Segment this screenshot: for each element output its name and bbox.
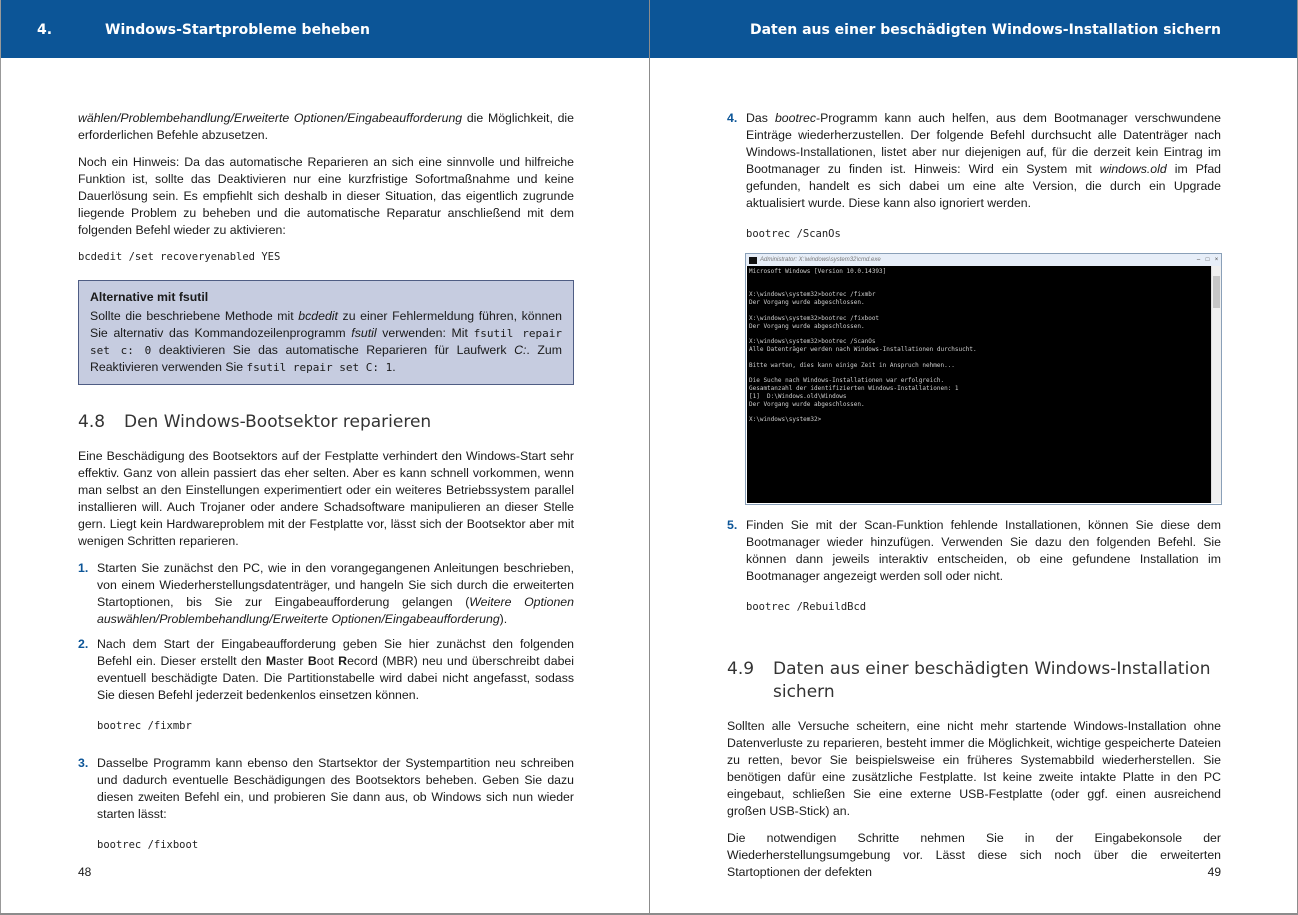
paragraph-continuation [78, 110, 574, 144]
step-text: Das bootrec-Programm kann auch helfen, aus dem Bootmanager verschwundene Einträge wiederherzustellen. Der folgende Befehl durchsucht alle Datenträger nach Windows-Installationen, listet aber nur diejenigen auf, für die derzeit kein Eintrag im Bootmanager zu finden ist. Hinweis: Wird ein System mit windows.old im Pfad gefunden, handelt es sich dabei um eine alte Version, die durch ein Upgrade aktualisiert wurde. Diese kann also ignoriert werden. [746, 111, 1222, 210]
console-scrollbar[interactable] [1211, 266, 1221, 503]
console-title: Administrator: X:\windows\system32\cmd.exe [760, 257, 881, 263]
steps-list [78, 560, 574, 866]
code-fixboot: bootrec /fixboot [97, 839, 199, 851]
close-icon[interactable]: × [1214, 257, 1219, 263]
list-item [78, 755, 574, 866]
step-number: 4. [727, 111, 738, 125]
left-page-body [78, 110, 574, 874]
info-box-title: Alternative mit fsutil [90, 290, 209, 304]
section-heading [78, 411, 574, 434]
step-number: 5. [727, 518, 738, 532]
section-intro: Eine Beschädigung des Bootsektors auf der Festplatte verhindert den Windows-Start sehr effektiv. Ganz von allein passiert das eher selten. Aber es kann schnell vorkommen, wenn man selbst an den Einstellungen experimentiert oder ein weiteres Betriebssystem parallel installieren will. Auch Trojaner oder andere Schadsoftware manipulieren an dieser Stelle gern. Liegt kein Hardwareproblem mit der Festplatte vor, lässt sich der Bootsektor aber mit wenigen Schritten reparieren. [78, 449, 574, 548]
step-number: 2. [78, 637, 89, 651]
list-item [78, 560, 574, 628]
left-page [0, 0, 649, 913]
step-text: Nach dem Start der Eingabeaufforderung geben Sie hier zunächst den folgenden Befehl ein. Dieser erstellt den Master Boot Record (MBR) neu und überschreibt dabei eventuell beschädigte Daten. Die Partitionstabelle wird dabei nicht angefasst, sodass Sie diesen Befehl jederzeit bedenkenlos einsetzen können. [97, 637, 574, 702]
menu-path-text: wählen/Problembehandlung/Erweiterte Optionen/Eingabeaufforderung [78, 111, 463, 125]
paragraph-text: die Möglichkeit, die erforderlichen Befehle abzusetzen. [78, 111, 574, 142]
list-item [727, 110, 1221, 255]
steps-list-end [727, 517, 1221, 628]
section-paragraph: Die notwendigen Schritte nehmen Sie in der Eingabekonsole der Wiederherstellungsumgebung vor. Lässt diese sich noch über die erweiterten Startoptionen der defekten [727, 831, 1221, 879]
code-scanos: bootrec /ScanOs [746, 228, 841, 240]
list-item [727, 517, 1221, 628]
section-number: 4.8 [78, 412, 106, 432]
info-box-fsutil [78, 280, 574, 385]
steps-list-continued [727, 110, 1221, 255]
page-number: 49 [1207, 865, 1221, 879]
right-page [650, 0, 1297, 913]
console-screenshot [745, 253, 1222, 505]
step-number: 3. [78, 756, 89, 770]
cmd-icon [749, 257, 757, 264]
chapter-title: Windows-Startprobleme beheben [105, 22, 371, 38]
right-page-body-lower [727, 517, 1221, 891]
section-heading [727, 658, 1221, 704]
step-text: Dasselbe Programm kann ebenso den Startsektor der Systempartition neu schreiben und dadurch eventuelle Beschädigungen des Bootsektors beheben. Geben Sie dazu diesen zweiten Befehl ein, und probieren Sie dann aus, ob Windows sich nun wieder starten lässt: [97, 756, 574, 821]
section-title: Den Windows-Bootsektor reparieren [124, 412, 432, 432]
console-output: Microsoft Windows [Version 10.0.14393] X:\windows\system32>bootrec /fixmbr Der Vorgang wurde abgeschlossen. X:\windows\system32>bootrec /fixboot Der Vorgang wurde abgeschlossen. X:\windows\system32>bootrec /ScanOs Alle Datenträger werden nach Windows-Installationen durchsucht. Bitte warten, dies kann einige Zeit in Anspruch nehmen... Die Suche nach Windows-Installationen war erfolgreich. Gesamtanzahl der identifizierten Windows-Installationen: 1 [1] D:\Windows.old\Windows Der Vorgang wurde abgeschlossen. X:\windows\system32> [747, 266, 1212, 503]
section-paragraph: Sollten alle Versuche scheitern, eine nicht mehr startende Windows-Installation ohne Datenverluste zu reparieren, besteht immer die Möglichkeit, wichtige gespeicherte Dateien zu retten, bevor Sie beispielsweise ein früheres Systemabbild wiederherstellen. Sie benötigen dafür eine zusätzliche Festplatte. Ist keine zweite intakte Platte in den PC eingebaut, schließen Sie eine externe USB-Festplatte (oder ggf. einen ausreichend großen USB-Stick) an. [727, 719, 1221, 818]
chapter-number: 4. [37, 22, 53, 38]
code-rebuildbcd: bootrec /RebuildBcd [746, 601, 867, 613]
console-titlebar [746, 254, 1221, 266]
right-page-body [727, 110, 1221, 255]
minimize-icon[interactable]: – [1196, 257, 1201, 263]
scrollbar-thumb[interactable] [1213, 276, 1220, 308]
list-item [78, 636, 574, 747]
maximize-icon[interactable]: □ [1205, 257, 1210, 263]
code-fixmbr: bootrec /fixmbr [97, 720, 192, 732]
step-text: Finden Sie mit der Scan-Funktion fehlende Installationen, können Sie diese dem Bootmanager wieder hinzufügen. Verwenden Sie dazu den folgenden Befehl. Sie können dann jeweils interaktiv entscheiden, ob eine gefundene Installation im Bootmanager angezeigt werden soll oder nicht. [746, 518, 1221, 583]
info-box-text: Sollte die beschriebene Methode mit bcdedit zu einer Fehlermeldung führen, können Sie alternativ das Kommandozeilenprogramm fsutil verwenden: Mit fsutil repair set c: 0 deaktivieren Sie das automatische Reparieren für Laufwerk C:. Zum Reaktivieren verwenden Sie fsutil repair set C: 1. [90, 309, 562, 374]
section-header [650, 0, 1297, 58]
step-number: 1. [78, 561, 89, 575]
section-title: Daten aus einer beschädigten Windows-Installation sichern [773, 659, 1211, 702]
page-number: 48 [78, 865, 92, 879]
code-bcdedit: bcdedit /set recoveryenabled YES [78, 251, 281, 263]
chapter-header [1, 0, 649, 58]
section-number: 4.9 [727, 659, 755, 679]
step-text: Starten Sie zunächst den PC, wie in den vorangegangenen Anleitungen beschrieben, von einem Wiederherstellungsdatenträger, und hangeln Sie sich durch die erweiterten Startoptionen, bis Sie zur Eingabeaufforderung gelangen (Weitere Optionen auswählen/Problembehandlung/Erweiterte Optionen/Eingabeaufforderung). [97, 561, 574, 626]
running-title: Daten aus einer beschädigten Windows-Installation sichern [749, 22, 1221, 38]
paragraph-hint: Noch ein Hinweis: Da das automatische Reparieren an sich eine sinnvolle und hilfreiche Funktion ist, sollte das Deaktivieren nur eine kurzfristige Sofortmaßnahme und keine Dauerlösung sein. Es empfiehlt sich deshalb in dieser Situation, das eigentlich zugrunde liegende Problem zu beheben und die automatische Reparatur anschließend mit dem folgenden Befehl wieder zu aktivieren: [78, 155, 574, 237]
